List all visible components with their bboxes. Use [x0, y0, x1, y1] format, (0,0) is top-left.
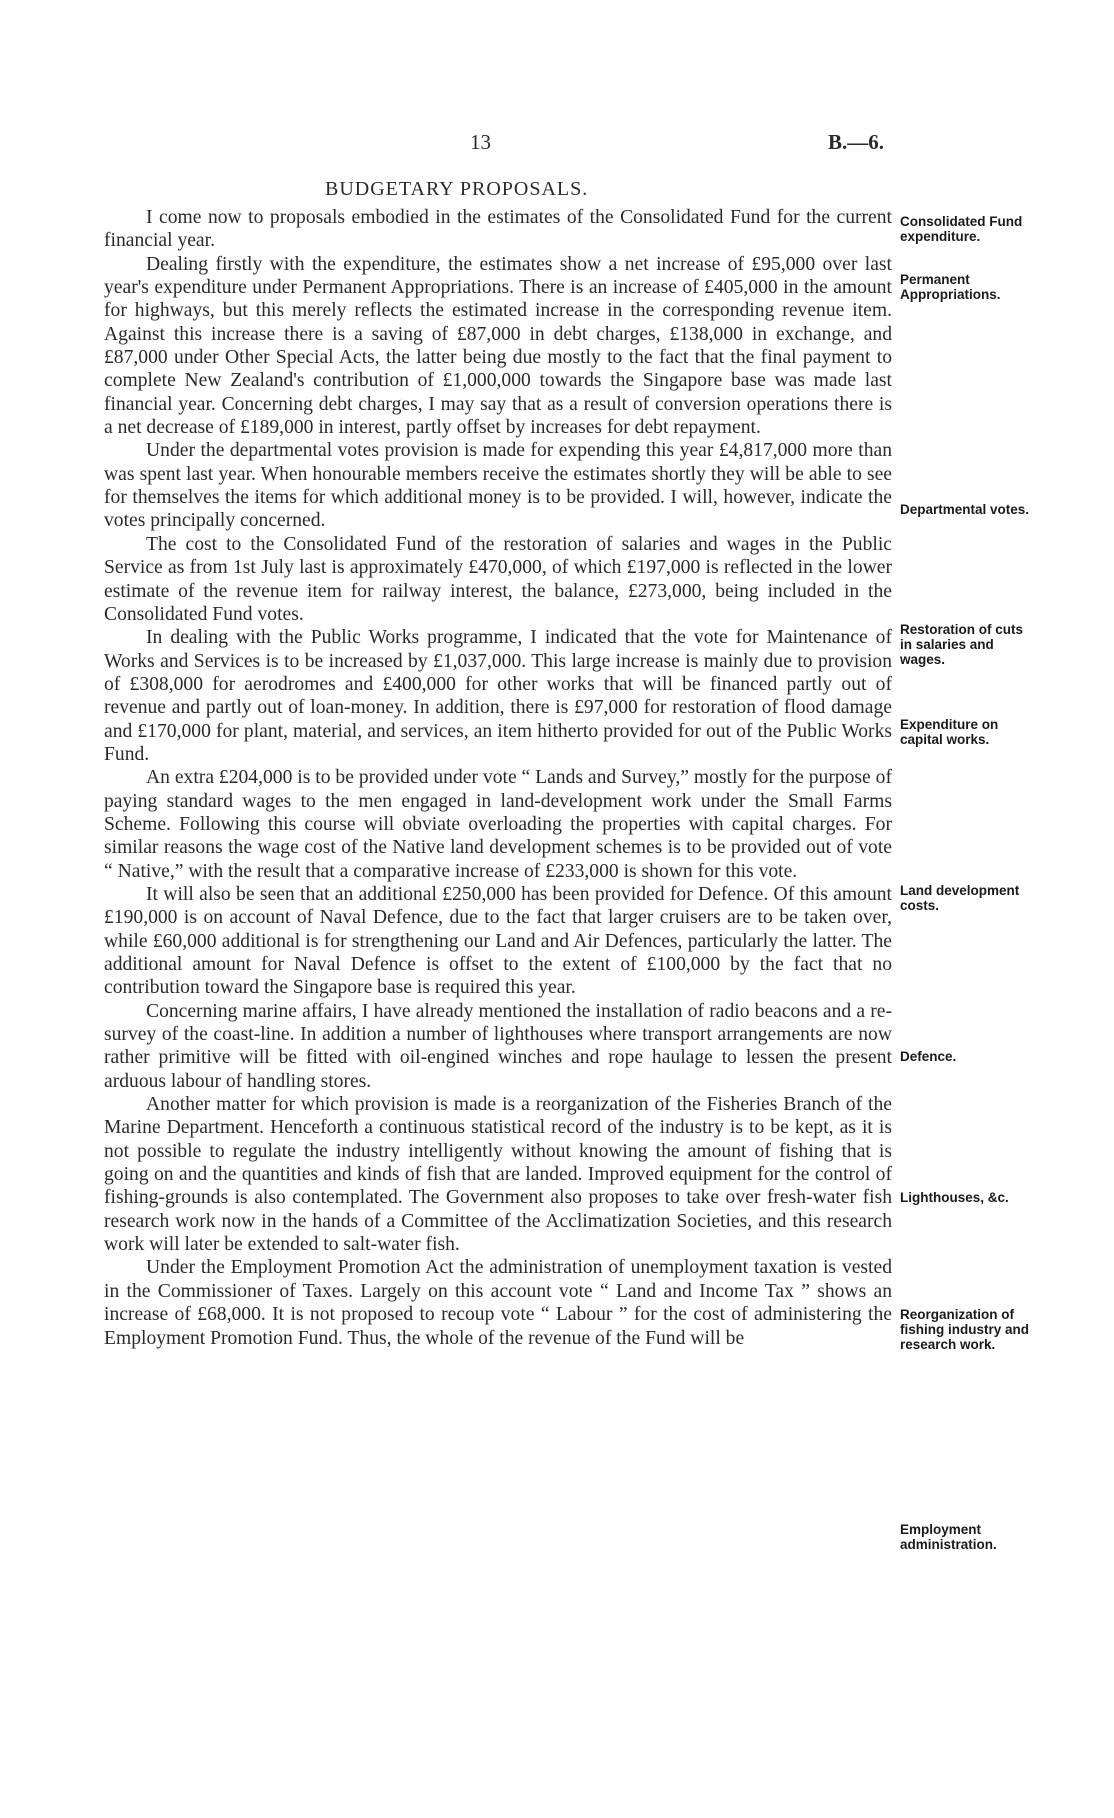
paragraph-restoration-of-cuts: The cost to the Consolidated Fund of the restoration of salaries and wages in the Public Service as from 1st July last is approximately £470,000, of which £197,000 is reflected in the lower estimate of the revenue item for railway interest, the balance, £273,000, being included in the Consolidated Fund votes.	[104, 533, 892, 625]
paragraph-fisheries: Another matter for which provision is made is a reorganization of the Fisheries Branch of the Marine Department. Henceforth a continuous statistical record of the industry is to be kept, as it is not possible to regulate the industry intelligently without knowing the amount of fishing that is going on and the quantities and kinds of fish that are landed. Improved equipment for the control of fishing-grounds is also contemplated. The Government also proposes to take over fresh-water fish research work now in the hands of a Committee of the Acclimatization Societies, and this research work will later be extended to salt-water fish.	[104, 1094, 892, 1256]
document-reference: B.—6.	[828, 130, 885, 154]
margin-note-defence: Defence.	[900, 1049, 957, 1064]
paragraph-consolidated-fund: I come now to proposals embodied in the estimates of the Consolidated Fund for the current financial year.	[104, 207, 892, 252]
paragraph-employment: Under the Employment Promotion Act the administration of unemployment taxation is vested in the Commissioner of Taxes. Largely on this account vote “ Land and Income Tax ” shows an increase of £68,000. It is not proposed to recoup vote “ Labour ” for the cost of administering the Employment Promotion Fund. Thus, the whole of the revenue of the Fund will be	[104, 1257, 892, 1349]
page-number: 13	[470, 130, 491, 154]
margin-note-fisheries: Reorganization of fishing industry and research work.	[900, 1307, 1030, 1352]
paragraph-permanent-appropriations: Dealing firstly with the expenditure, the estimates show a net increase of £95,000 over last year's expenditure under Permanent Appropriations. There is an increase of £405,000 in the amount for highways, but this merely reflects the estimated increase in the corresponding revenue item. Against this increase there is a saving of £87,000 in debt charges, £138,000 in exchange, and £87,000 under Other Special Acts, the latter being due mostly to the fact that the final payment to complete New Zealand's contribution of £1,000,000 towards the Singapore base was made last financial year. Concerning debt charges, I may say that as a result of conversion operations there is a net decrease of £189,000 in interest, partly offset by increases for debt repayment.	[104, 253, 892, 439]
section-title: BUDGETARY PROPOSALS.	[325, 178, 589, 200]
margin-note-departmental-votes: Departmental votes.	[900, 502, 1030, 517]
margin-note-capital-works: Expenditure on capital works.	[900, 717, 999, 747]
paragraph-lighthouses: Concerning marine affairs, I have already mentioned the installation of radio beacons and a re-survey of the coast-line. In addition a number of lighthouses where transport arrangements are now rather primitive will be fitted with oil-engined winches and rope haulage to lessen the present arduous labour of handling stores.	[104, 1000, 892, 1092]
paragraph-defence: It will also be seen that an additional £250,000 has been provided for Defence. Of this amount £190,000 is on account of Naval Defence, due to the fact that larger cruisers are to be taken over, while £60,000 additional is for strengthening our Land and Air Defences, particularly the latter. The additional amount for Naval Defence is offset to the extent of £100,000 by the fact that no contribution toward the Singapore base is required this year.	[104, 883, 892, 999]
margin-note-land-development: Land development costs.	[900, 883, 1020, 913]
paragraph-land-development: An extra £204,000 is to be provided under vote “ Lands and Survey,” mostly for the purpose of paying standard wages to the men engaged in land-development work under the Small Farms Scheme. Following this course will obviate overloading the properties with capital charges. For similar reasons the wage cost of the Native land development schemes is to be provided out of vote “ Native,” with the result that a comparative increase of £233,000 is shown for this vote.	[104, 767, 892, 882]
margin-note-employment: Employment administration.	[900, 1522, 997, 1552]
margin-note-permanent-appropriations: Permanent Appropriations.	[900, 272, 1001, 302]
paragraph-capital-works: In dealing with the Public Works programme, I indicated that the vote for Maintenance of Works and Services is to be increased by £1,037,000. This large increase is mainly due to provision of £308,000 for aerodromes and £400,000 for other works that will be financed partly out of revenue and partly out of loan-money. In addition, there is £97,000 for restoration of flood damage and £170,000 for plant, material, and services, an item hitherto provided for out of the Public Works Fund.	[104, 627, 892, 765]
margin-note-lighthouses: Lighthouses, &c.	[900, 1190, 1009, 1205]
body-text	[104, 206, 892, 1350]
paragraph-departmental-votes: Under the departmental votes provision is made for expending this year £4,817,000 more than was spent last year. When honourable members receive the estimates shortly they will be able to see for themselves the items for which additional money is to be provided. I will, however, indicate the votes principally concerned.	[104, 440, 892, 532]
margin-note-consolidated-fund: Consolidated Fund expenditure.	[900, 214, 1023, 244]
margin-note-restoration: Restoration of cuts in salaries and wages.	[900, 622, 1024, 667]
